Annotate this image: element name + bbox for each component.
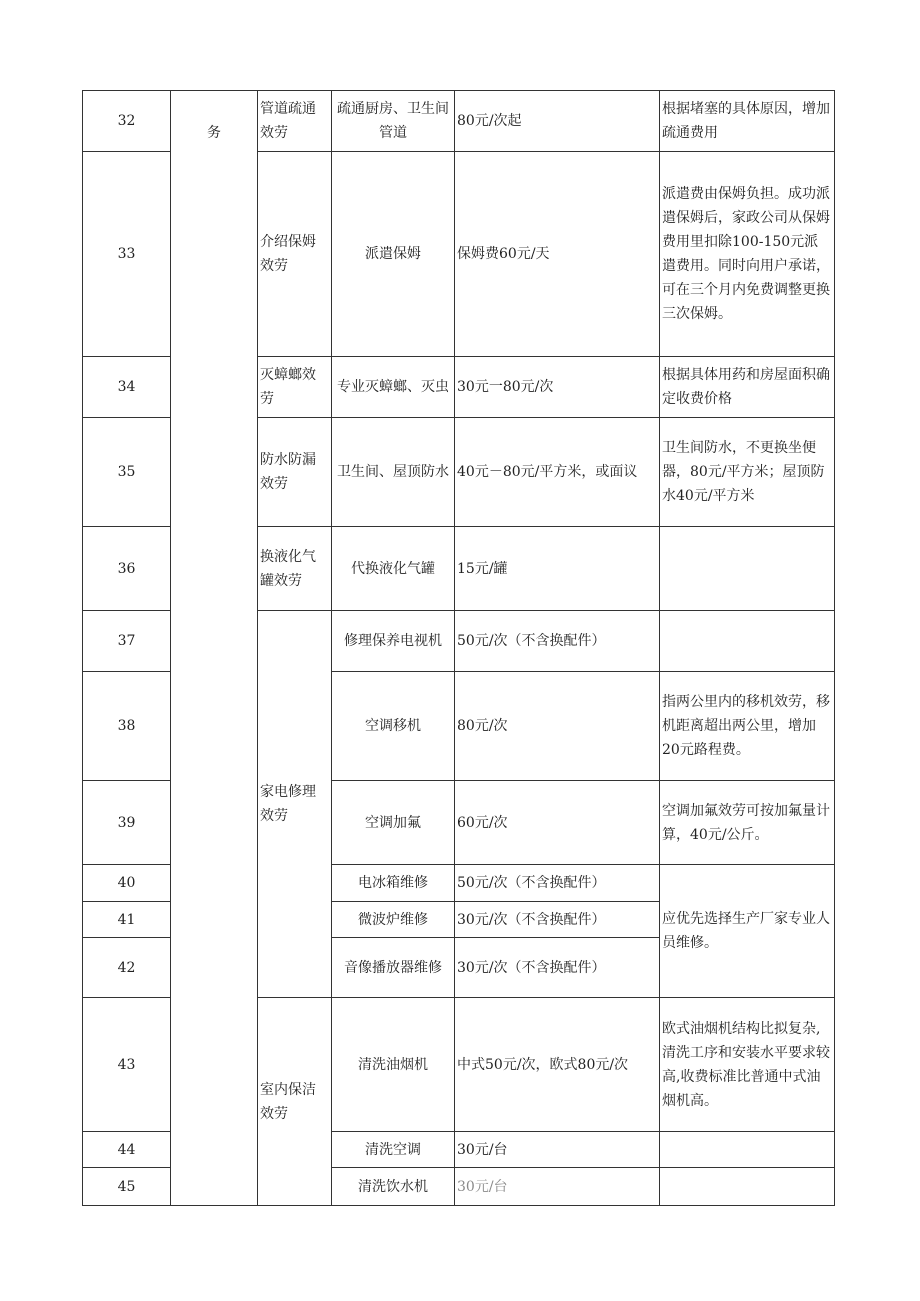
service-item: 清洗空调 bbox=[332, 1132, 455, 1168]
service-note-shared: 应优先选择生产厂家专业人员维修。 bbox=[660, 865, 835, 998]
service-price: 30元/次（不含换配件） bbox=[455, 938, 660, 998]
row-number: 33 bbox=[83, 152, 171, 357]
service-price: 50元/次（不含换配件） bbox=[455, 611, 660, 672]
service-price: 30元/次（不含换配件） bbox=[455, 902, 660, 938]
row-number: 45 bbox=[83, 1168, 171, 1206]
service-item: 专业灭蟑螂、灭虫 bbox=[332, 357, 455, 418]
service-item: 清洗饮水机 bbox=[332, 1168, 455, 1206]
service-category-cell: 务 bbox=[171, 91, 258, 1206]
service-price: 80元/次 bbox=[455, 672, 660, 781]
service-group: 换液化气罐效劳 bbox=[258, 527, 332, 611]
service-price: 15元/罐 bbox=[455, 527, 660, 611]
row-number: 41 bbox=[83, 902, 171, 938]
row-number: 32 bbox=[83, 91, 171, 152]
service-item: 代换液化气罐 bbox=[332, 527, 455, 611]
table-row bbox=[83, 91, 835, 152]
service-price: 保姆费60元/天 bbox=[455, 152, 660, 357]
service-price: 50元/次（不含换配件） bbox=[455, 865, 660, 902]
service-price: 40元－80元/平方米，或面议 bbox=[455, 418, 660, 527]
service-note: 根据具体用药和房屋面积确定收费价格 bbox=[660, 357, 835, 418]
service-item: 卫生间、屋顶防水 bbox=[332, 418, 455, 527]
service-note: 根据堵塞的具体原因，增加疏通费用 bbox=[660, 91, 835, 152]
service-note bbox=[660, 527, 835, 611]
row-number: 34 bbox=[83, 357, 171, 418]
service-note bbox=[660, 1132, 835, 1168]
row-number: 42 bbox=[83, 938, 171, 998]
service-note: 欧式油烟机结构比拟复杂,清洗工序和安装水平要求较高,收费标准比普通中式油烟机高。 bbox=[660, 998, 835, 1132]
service-item: 疏通厨房、卫生间管道 bbox=[332, 91, 455, 152]
service-price: 30元/台 bbox=[455, 1168, 660, 1206]
row-number: 43 bbox=[83, 998, 171, 1132]
service-note bbox=[660, 611, 835, 672]
service-note: 卫生间防水，不更换坐便器，80元/平方米；屋顶防水40元/平方米 bbox=[660, 418, 835, 527]
service-note bbox=[660, 1168, 835, 1206]
service-item: 空调加氟 bbox=[332, 781, 455, 865]
service-price: 中式50元/次，欧式80元/次 bbox=[455, 998, 660, 1132]
service-note: 派遣费由保姆负担。成功派遣保姆后，家政公司从保姆费用里扣除100-150元派遣费用。同时向用户承诺，可在三个月内免费调整更换三次保姆。 bbox=[660, 152, 835, 357]
service-group-cleaning: 室内保洁效劳 bbox=[258, 998, 332, 1206]
service-group: 介绍保姆效劳 bbox=[258, 152, 332, 357]
service-price: 30元/台 bbox=[455, 1132, 660, 1168]
service-note: 指两公里内的移机效劳，移机距离超出两公里，增加20元路程费。 bbox=[660, 672, 835, 781]
service-note: 空调加氟效劳可按加氟量计算，40元/公斤。 bbox=[660, 781, 835, 865]
row-number: 38 bbox=[83, 672, 171, 781]
service-item: 音像播放器维修 bbox=[332, 938, 455, 998]
row-number: 39 bbox=[83, 781, 171, 865]
row-number: 35 bbox=[83, 418, 171, 527]
row-number: 40 bbox=[83, 865, 171, 902]
service-item: 微波炉维修 bbox=[332, 902, 455, 938]
service-price: 30元一80元/次 bbox=[455, 357, 660, 418]
service-item: 电冰箱维修 bbox=[332, 865, 455, 902]
service-price: 60元/次 bbox=[455, 781, 660, 865]
service-item: 派遣保姆 bbox=[332, 152, 455, 357]
row-number: 36 bbox=[83, 527, 171, 611]
service-item: 修理保养电视机 bbox=[332, 611, 455, 672]
service-item: 空调移机 bbox=[332, 672, 455, 781]
service-fee-table bbox=[82, 90, 835, 1206]
service-group: 防水防漏效劳 bbox=[258, 418, 332, 527]
service-group: 管道疏通效劳 bbox=[258, 91, 332, 152]
service-item: 清洗油烟机 bbox=[332, 998, 455, 1132]
service-price: 80元/次起 bbox=[455, 91, 660, 152]
row-number: 44 bbox=[83, 1132, 171, 1168]
service-group: 灭蟑螂效劳 bbox=[258, 357, 332, 418]
service-group-appliance: 家电修理效劳 bbox=[258, 611, 332, 998]
row-number: 37 bbox=[83, 611, 171, 672]
